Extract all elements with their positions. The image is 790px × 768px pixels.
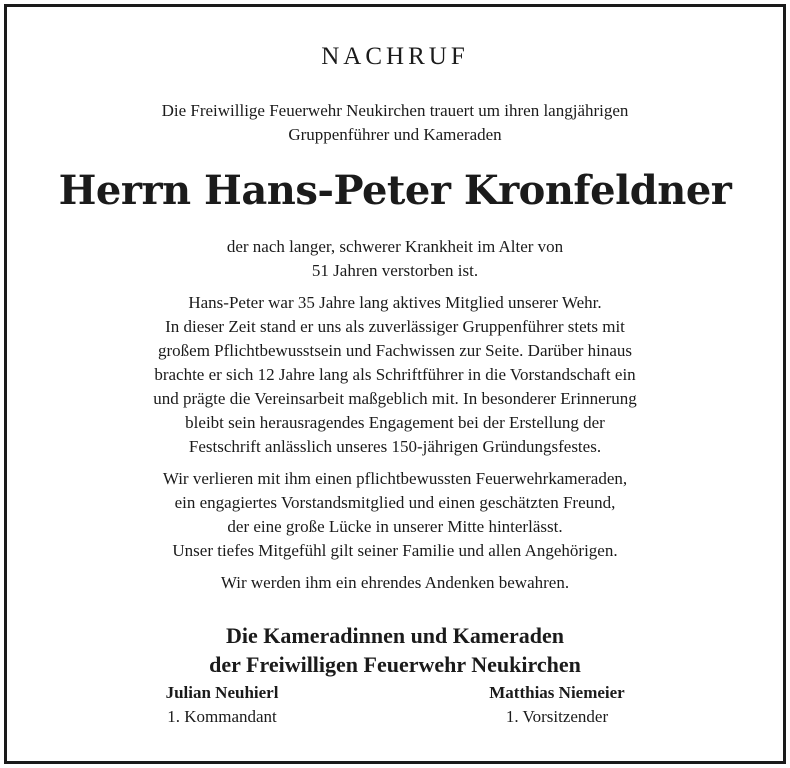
signoff-line: der Freiwilligen Feuerwehr Neukirchen <box>209 652 581 677</box>
text-line: Festschrift anlässlich unseres 150-jährigen Gründungsfestes. <box>188 437 602 456</box>
signatory-name: Matthias Niemeier <box>489 683 625 702</box>
text-line: Wir werden ihm ein ehrendes Andenken bewahren. <box>220 573 570 592</box>
text-line: Hans-Peter war 35 Jahre lang aktives Mitglied unserer Wehr. <box>188 293 602 312</box>
intro-line: Die Freiwillige Feuerwehr Neukirchen trauert um ihren langjährigen <box>161 101 629 120</box>
signatory-role: 1. Vorsitzender <box>505 707 609 726</box>
text-line: der nach langer, schwerer Krankheit im Alter von <box>226 237 564 256</box>
text-line: bleibt sein herausragendes Engagement bei der Erstellung der <box>185 413 605 432</box>
notice-heading: NACHRUF <box>321 43 469 70</box>
text-line: brachte er sich 12 Jahre lang als Schriftführer in die Vorstandschaft ein <box>154 365 636 384</box>
text-line: der eine große Lücke in unserer Mitte hinterlässt. <box>227 517 563 536</box>
text-line: In dieser Zeit stand er uns als zuverlässiger Gruppenführer stets mit <box>165 317 625 336</box>
signatory-role: 1. Kommandant <box>167 707 277 726</box>
signatory-chairman <box>407 681 707 729</box>
paragraph-death <box>7 235 783 283</box>
intro-line: Gruppenführer und Kameraden <box>288 125 502 144</box>
signoff-organization <box>7 621 783 679</box>
text-line: 51 Jahren verstorben ist. <box>311 261 479 280</box>
signoff-line: Die Kameradinnen und Kameraden <box>226 623 564 648</box>
signatory-commander <box>72 681 372 729</box>
text-line: großem Pflichtbewusstsein und Fachwissen zur Seite. Darüber hinaus <box>157 341 633 360</box>
intro-text <box>7 99 783 147</box>
signatory-name: Julian Neuhierl <box>165 683 279 702</box>
text-line: Wir verlieren mit ihm einen pflichtbewussten Feuerwehrkameraden, <box>162 469 628 488</box>
paragraph-remembrance <box>7 571 783 595</box>
paragraph-biography <box>7 291 783 459</box>
text-line: und prägte die Vereinsarbeit maßgeblich mit. In besonderer Erinnerung <box>153 389 637 408</box>
text-line: Unser tiefes Mitgefühl gilt seiner Familie und allen Angehörigen. <box>172 541 618 560</box>
deceased-name: Herrn Hans-Peter Kronfeldner <box>58 167 732 214</box>
obituary-notice <box>4 4 786 764</box>
paragraph-condolence <box>7 467 783 563</box>
text-line: ein engagiertes Vorstandsmitglied und einen geschätzten Freund, <box>174 493 616 512</box>
